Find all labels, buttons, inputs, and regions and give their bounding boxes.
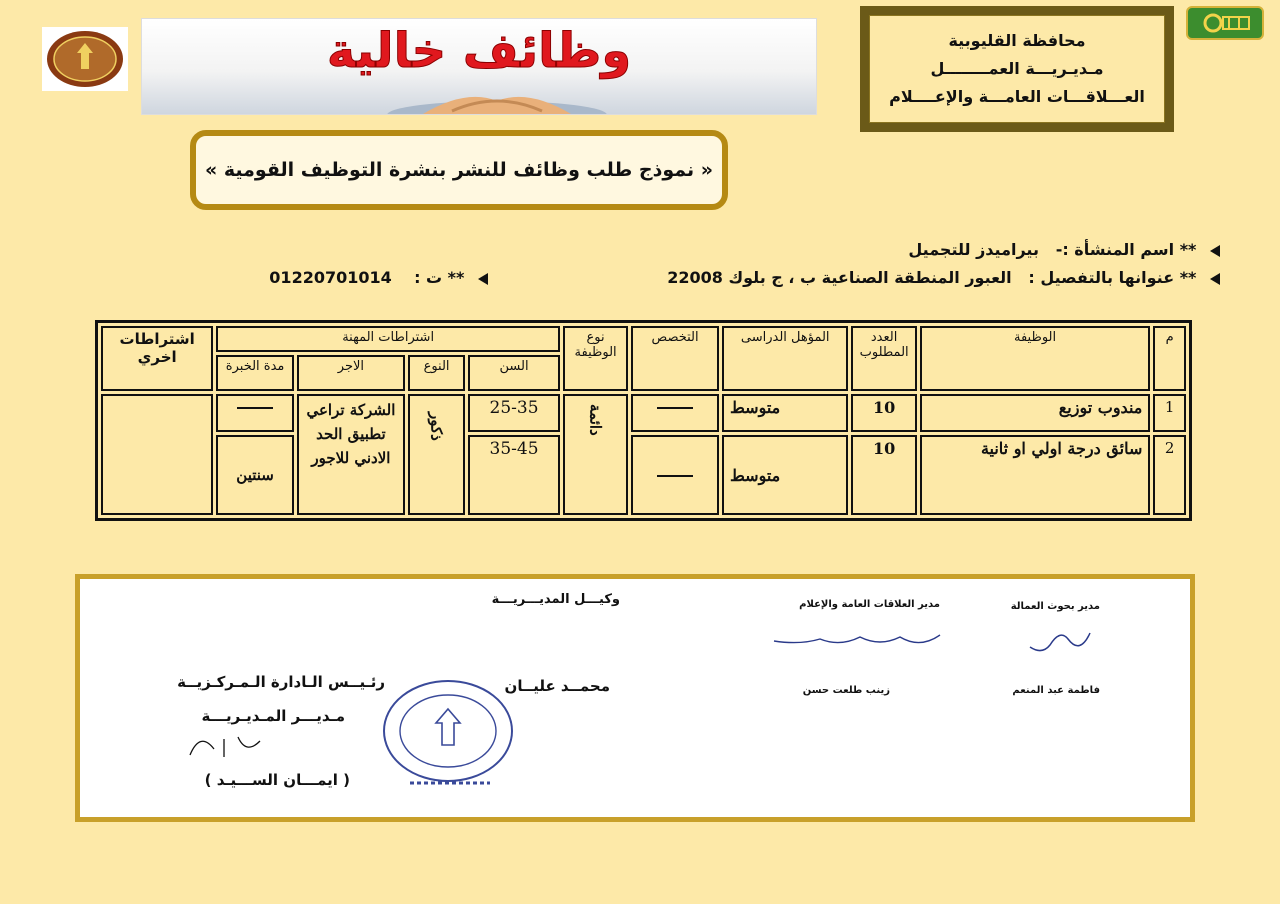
governorate-logo [1186, 6, 1264, 40]
company-address-line [667, 268, 1220, 287]
directorate-manager-title: مـديـــر المـديـريـــة [201, 707, 345, 725]
labor-manager-name: فاطمة عبد المنعم [1012, 685, 1100, 696]
row-age: 25-35 [468, 394, 560, 432]
header-index: م [1153, 326, 1186, 391]
pr-manager-name: زينب طلعت حسن [802, 685, 890, 696]
company-address-value: العبور المنطقة الصناعية ب ، ج بلوك 22008 [667, 268, 1012, 287]
directorate-name: مـديـريـــة العمــــــــل [930, 59, 1104, 78]
company-phone-value: 01220701014 [269, 268, 392, 287]
deputy-title: وكيـــل المديـــريـــة [491, 592, 620, 607]
directorate-stamp-icon [380, 679, 520, 789]
table-row [101, 394, 1186, 432]
row-qualification: متوسط [722, 435, 849, 515]
row-count: 10 [851, 435, 916, 515]
directorate-manager-signature-icon [180, 727, 270, 761]
company-phone-label: ** ت : [414, 268, 465, 287]
header-qualification: المؤهل الدراسى [722, 326, 849, 391]
header-age: السن [468, 355, 560, 391]
header-count: العدد المطلوب [851, 326, 916, 391]
deputy-name: محمــد عليــان [504, 677, 610, 695]
directorate-manager-name: ( ايمـــان الســـيـد ) [204, 771, 350, 789]
bullet-arrow-icon [1210, 273, 1220, 285]
governorate-name: محافظة القليوبية [948, 31, 1086, 50]
row-age: 35-45 [468, 435, 560, 515]
header-wage: الاجر [297, 355, 405, 391]
header-specialty: التخصص [631, 326, 719, 391]
gear-emblem-icon [1193, 11, 1257, 35]
header-gender: النوع [408, 355, 465, 391]
job-type-value: دائمة [586, 404, 605, 436]
banner-title: وظائف خالية [326, 23, 632, 79]
header-job-type: نوع الوظيفة [563, 326, 628, 391]
row-job: مندوب توزيع [920, 394, 1151, 432]
handshake-icon [382, 77, 612, 115]
header-profession-reqs: اشتراطات المهنة [216, 326, 560, 352]
vacancies-banner [141, 18, 817, 115]
governorate-header-box [860, 6, 1174, 132]
wage-value: الشركة تراعي تطبيق الحد الادني للاجور [297, 394, 405, 515]
company-phone-line [269, 268, 488, 287]
pr-manager-signature-icon [770, 629, 950, 653]
row-qualification: متوسط [722, 394, 849, 432]
labor-manager-title: مدير بحوث العمالة [1010, 601, 1100, 612]
row-job: سائق درجة اولي او ثانية [920, 435, 1151, 515]
row-experience: سنتين [216, 435, 294, 515]
bullet-arrow-icon [478, 273, 488, 285]
empty-dash [237, 407, 273, 409]
row-count: 10 [851, 394, 916, 432]
row-index: 1 [1153, 394, 1186, 432]
table-row [101, 435, 1186, 515]
row-index: 2 [1153, 435, 1186, 515]
ministry-seal-icon [45, 29, 125, 89]
header-experience: مدة الخبرة [216, 355, 294, 391]
signatures-panel [75, 574, 1195, 822]
company-address-label: ** عنوانها بالتفصيل : [1028, 268, 1197, 287]
jobs-table [95, 320, 1192, 521]
pr-manager-title: مدير العلاقات العامة والإعلام [799, 599, 940, 610]
empty-dash [657, 475, 693, 477]
company-name-label: ** اسم المنشأة :- [1055, 240, 1197, 259]
gender-value: ذكور [427, 412, 446, 441]
header-job: الوظيفة [920, 326, 1151, 391]
header-other-reqs: اشتراطات اخري [101, 326, 213, 391]
department-name: العـــلاقـــات العامـــة والإعــــلام [889, 87, 1145, 106]
empty-dash [657, 407, 693, 409]
bullet-arrow-icon [1210, 245, 1220, 257]
company-name-value: بيراميدز للتجميل [908, 240, 1039, 259]
ministry-logo [42, 27, 128, 91]
labor-manager-signature-icon [1020, 625, 1100, 661]
central-head-title: رئـيــس الـادارة الـمـركـزيــة [177, 673, 385, 691]
company-name-line [908, 240, 1220, 259]
form-title: « نموذج طلب وظائف للنشر بنشرة التوظيف القومية » [190, 130, 728, 210]
